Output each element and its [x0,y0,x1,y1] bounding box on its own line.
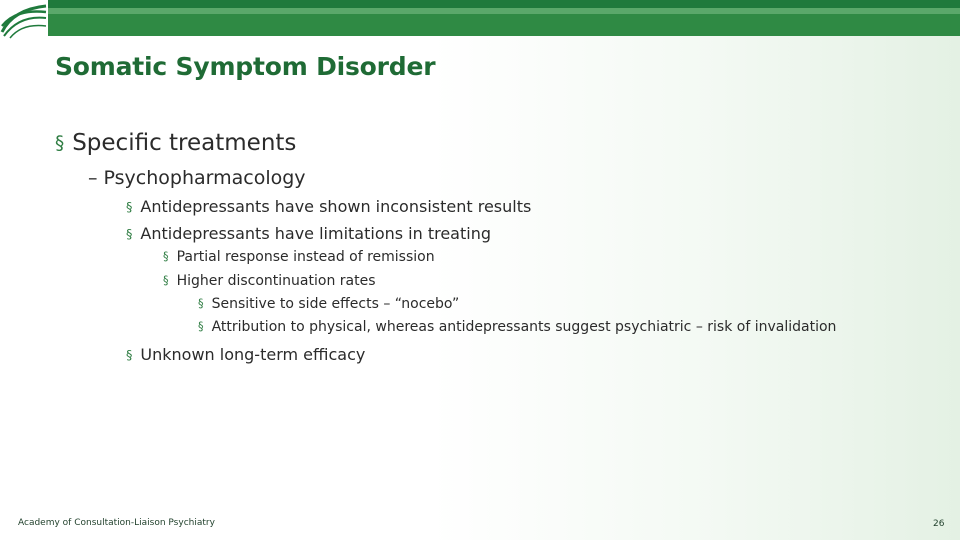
bullet-item-level5 [198,296,459,312]
bullet-item-level4 [163,249,435,265]
bullet-text: Antidepressants have shown inconsistent results [140,197,532,216]
bullet-text: Psychopharmacology [103,167,306,189]
slide-title: Somatic Symptom Disorder [55,52,436,81]
bullet-icon: § [198,297,204,310]
bullet-icon: § [126,200,133,215]
page-number: 26 [933,519,945,529]
bullet-text: Antidepressants have limitations in treating [140,224,491,243]
bullet-icon: § [163,250,169,263]
bullet-item-level1 [55,130,296,156]
bullet-text: Attribution to physical, whereas antidepressants suggest psychiatric – risk of invalidation [211,319,837,335]
bullet-item-level3 [126,345,365,364]
bullet-item-level3 [126,224,491,243]
bullet-text: Specific treatments [72,130,297,156]
bullet-icon: § [55,133,65,154]
footer-organization: Academy of Consultation-Liaison Psychiatry [18,518,215,528]
bullet-text: Sensitive to side effects – “nocebo” [211,296,460,312]
dash-icon: – [88,167,98,189]
bullet-text: Unknown long-term efficacy [140,345,366,364]
bullet-icon: § [163,274,169,287]
bullet-item-level4 [163,273,376,289]
bullet-icon: § [126,348,133,363]
bullet-text: Partial response instead of remission [176,249,435,265]
bullet-icon: § [198,320,204,333]
bullet-icon: § [126,227,133,242]
bullet-item-level5 [198,319,836,335]
bullet-text: Higher discontinuation rates [176,273,376,289]
dash-item-level2 [88,167,306,189]
bullet-item-level3 [126,197,531,216]
